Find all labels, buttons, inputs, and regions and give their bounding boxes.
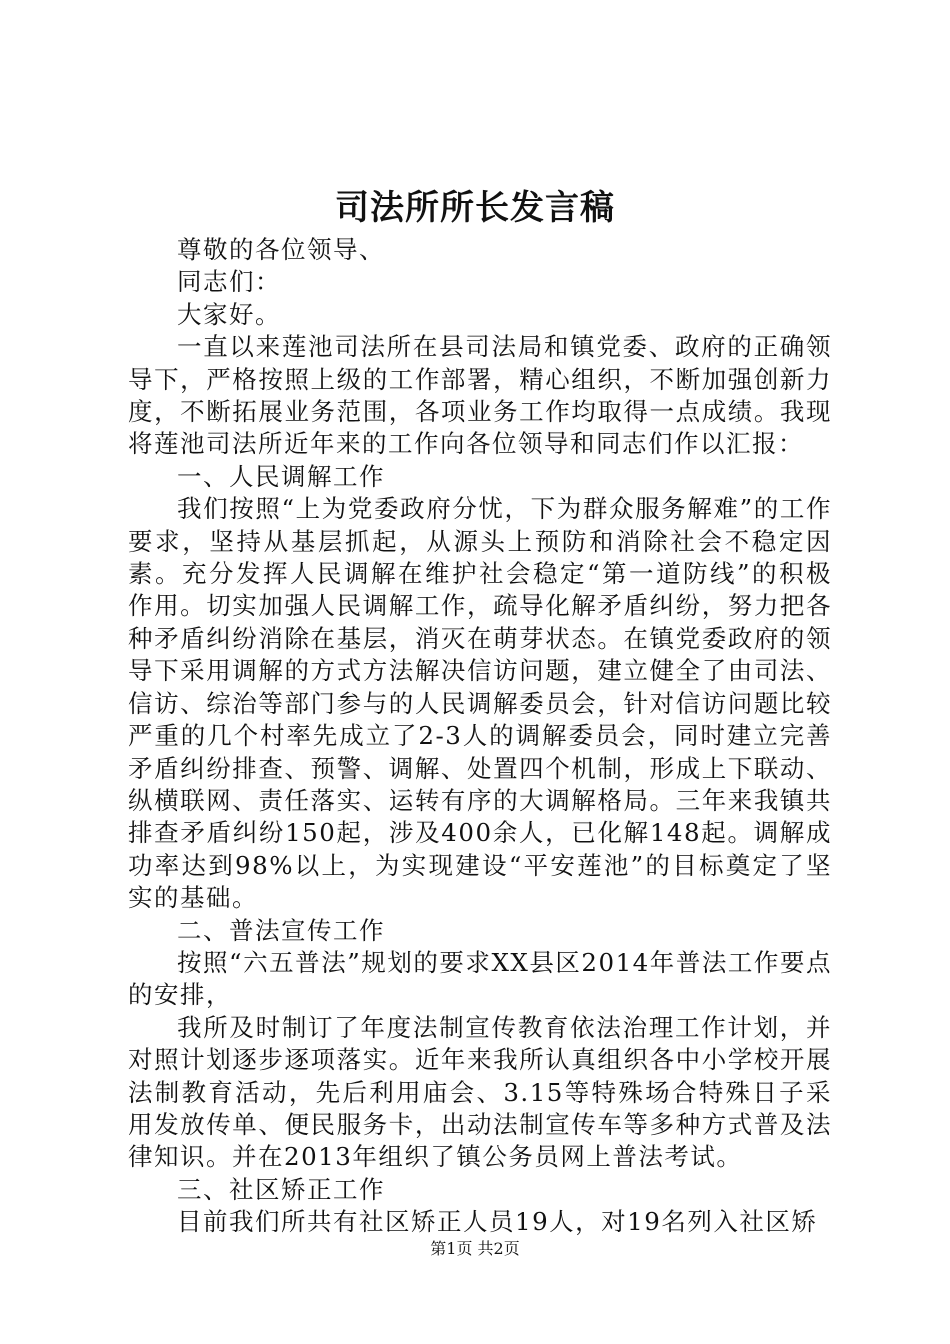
greeting-line-3: 大家好。 bbox=[177, 299, 281, 329]
greeting-line-2: 同志们： bbox=[177, 267, 281, 297]
section-heading-mediation: 一、人民调解工作 bbox=[177, 461, 385, 491]
section-heading-legal-publicity: 二、普法宣传工作 bbox=[177, 915, 385, 945]
mediation-paragraph: 我们按照“上为党委政府分忧，下为群众服务解难”的工作要求，坚持从基层抓起，从源头上预防和消除社会不稳定因素。充分发挥人民调解在维护社会稳定“第一道防线”的积极作用。切实加强人民调解工作，疏导化解矛盾纠纷，努力把各种矛盾纠纷消除在基层，消灭在萌芽状态。在镇党委政府的领导下采用调解的方式方法解决信访问题，建立健全了由司法、信访、综治等部门参与的人民调解委员会，针对信访问题比较严重的几个村率先成立了2-3人的调解委员会，同时建立完善矛盾纠纷排查、预警、调解、处置四个机制，形成上下联动、纵横联网、责任落实、运转有序的大调解格局。三年来我镇共排查矛盾纠纷150起，涉及400余人，已化解148起。调解成功率达到98%以上，为实现建设“平安莲池”的目标奠定了坚实的基础。 bbox=[128, 494, 832, 913]
community-correction-paragraph: 目前我们所共有社区矫正人员19人，对19名列入社区矫 bbox=[177, 1207, 818, 1237]
greeting-line-1: 尊敬的各位领导、 bbox=[177, 235, 385, 264]
section-heading-community-correction: 三、社区矫正工作 bbox=[177, 1174, 385, 1204]
intro-paragraph: 一直以来莲池司法所在县司法局和镇党委、政府的正确领导下，严格按照上级的工作部署，精心组织，不断加强创新力度，不断拓展业务范围，各项业务工作均取得一点成绩。我现将莲池司法所近年来的工作向各位领导和同志们作以汇报： bbox=[128, 332, 832, 459]
document-body bbox=[128, 234, 832, 1239]
legal-publicity-paragraph-2: 我所及时制订了年度法制宣传教育依法治理工作计划，并对照计划逐步逐项落实。近年来我所认真组织各中小学校开展法制教育活动，先后利用庙会、3.15等特殊场合特殊日子采用发放传单、便民服务卡，出动法制宣传车等多种方式普及法律知识。并在2013年组织了镇公务员网上普法考试。 bbox=[128, 1012, 832, 1172]
page-footer: 第1页 共2页 bbox=[430, 1239, 520, 1258]
document-title: 司法所所长发言稿 bbox=[335, 188, 615, 228]
legal-publicity-paragraph-1: 按照“六五普法”规划的要求XX县区2014年普法工作要点的安排， bbox=[128, 947, 832, 1010]
